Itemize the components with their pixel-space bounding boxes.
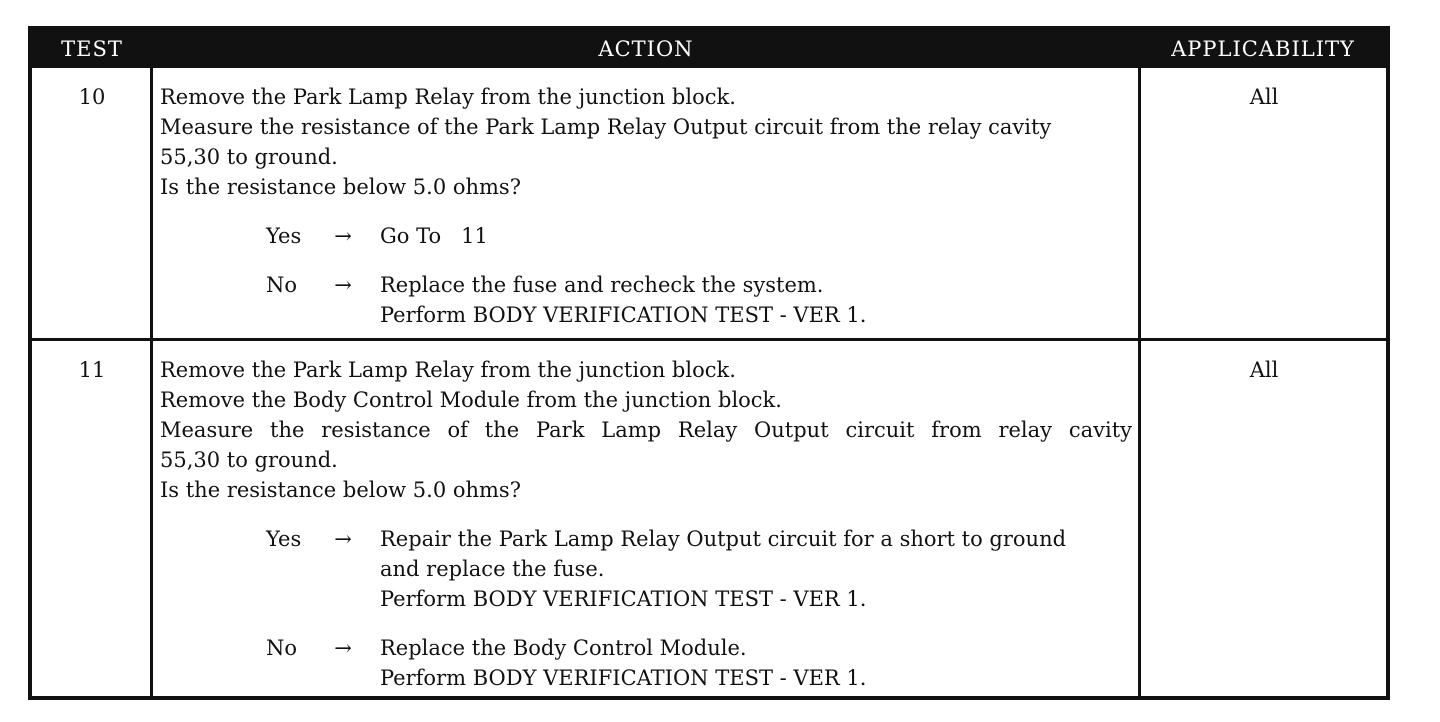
header-action: ACTION <box>598 37 694 61</box>
yes-result-line: Perform BODY VERIFICATION TEST - VER 1. <box>380 587 867 611</box>
no-branch <box>160 270 1132 330</box>
no-label: No <box>266 636 298 660</box>
test-number: 11 <box>78 358 106 382</box>
right-arrow-icon: → <box>334 636 352 660</box>
applicability-value: All <box>1249 358 1279 382</box>
no-result <box>380 633 1132 693</box>
header-test: TEST <box>61 37 123 61</box>
action-step: Is the resistance below 5.0 ohms? <box>160 175 521 199</box>
table-header <box>32 30 1386 68</box>
yes-label: Yes <box>266 224 302 248</box>
action-step: Remove the Body Control Module from the junction block. <box>160 388 782 412</box>
action-step: Measure the resistance of the Park Lamp Relay Output circuit from the relay cavity <box>160 115 1052 139</box>
no-result-line: Replace the Body Control Module. <box>380 636 747 660</box>
right-arrow-icon: → <box>334 224 352 248</box>
test-number: 10 <box>78 85 106 109</box>
table-row <box>32 68 1386 338</box>
action-step: Remove the Park Lamp Relay from the junction block. <box>160 358 736 382</box>
action-cell <box>160 355 1132 693</box>
no-result <box>380 270 1132 330</box>
no-result-line: Perform BODY VERIFICATION TEST - VER 1. <box>380 303 867 327</box>
no-result-line: Perform BODY VERIFICATION TEST - VER 1. <box>380 666 867 690</box>
action-cell <box>160 82 1132 330</box>
yes-result <box>380 524 1132 614</box>
no-result-line: Replace the fuse and recheck the system. <box>380 273 824 297</box>
right-arrow-icon: → <box>334 527 352 551</box>
diagnostic-table <box>28 26 1390 700</box>
yes-label: Yes <box>266 527 302 551</box>
yes-result-line: Repair the Park Lamp Relay Output circuit for a short to ground <box>380 527 1067 551</box>
action-step: 55,30 to ground. <box>160 448 338 472</box>
action-step: Measure the resistance of the Park Lamp Relay Output circuit from relay cavity <box>160 418 1132 442</box>
header-applicability: APPLICABILITY <box>1171 37 1355 61</box>
table-row <box>32 341 1386 700</box>
yes-result <box>380 221 1132 251</box>
right-arrow-icon: → <box>334 273 352 297</box>
action-step: Remove the Park Lamp Relay from the junction block. <box>160 85 736 109</box>
yes-result-line: Go To 11 <box>380 224 488 248</box>
no-label: No <box>266 273 298 297</box>
yes-result-line: and replace the fuse. <box>380 557 605 581</box>
action-step: Is the resistance below 5.0 ohms? <box>160 478 521 502</box>
applicability-value: All <box>1249 85 1279 109</box>
yes-branch <box>160 524 1132 614</box>
action-step: 55,30 to ground. <box>160 145 338 169</box>
no-branch <box>160 633 1132 693</box>
yes-branch <box>160 221 1132 251</box>
